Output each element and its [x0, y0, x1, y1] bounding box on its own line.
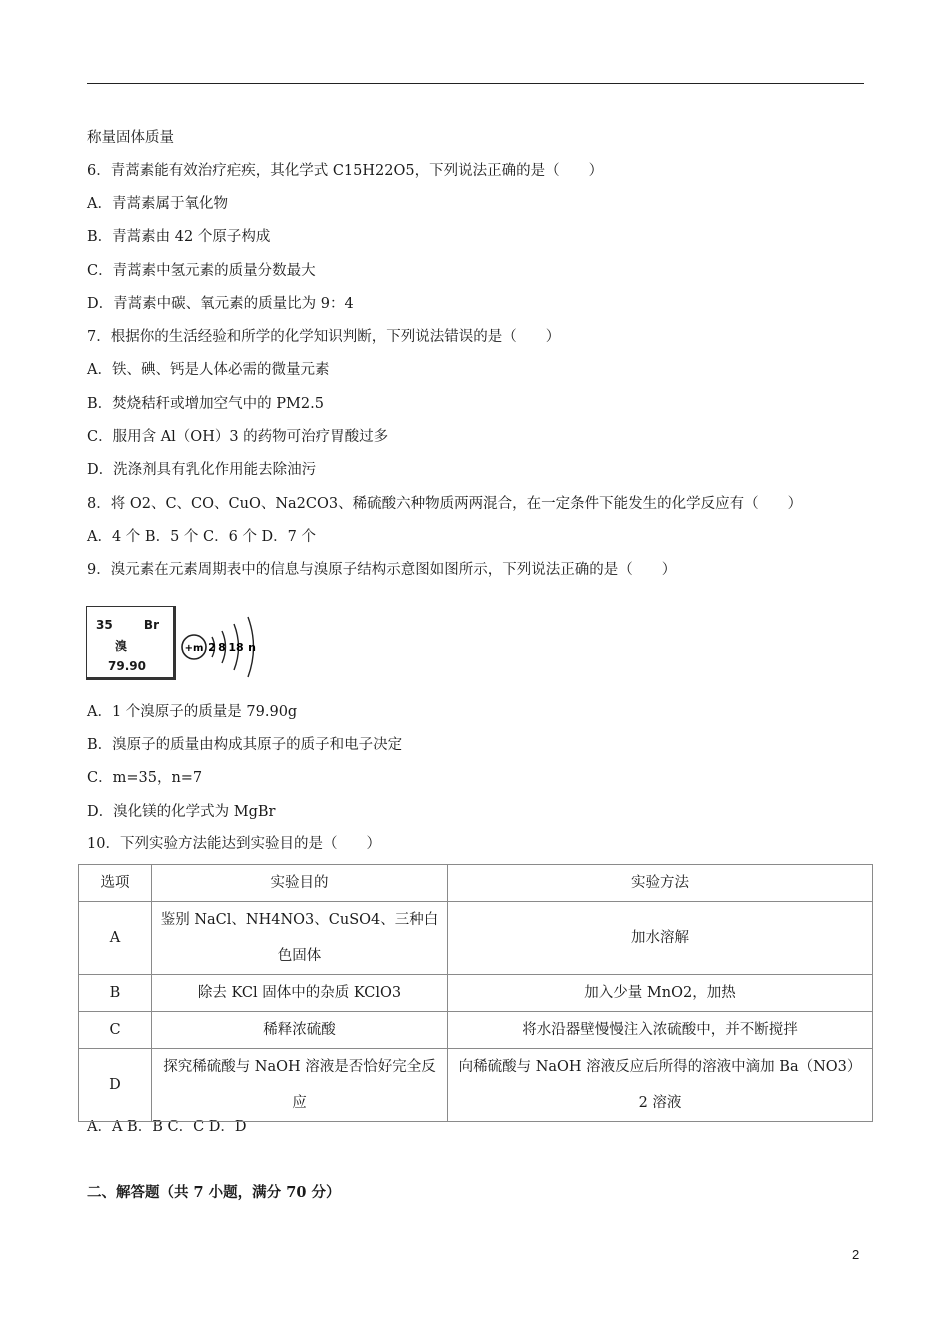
table-row	[79, 1049, 873, 1122]
text-line	[87, 460, 316, 480]
text-line	[87, 834, 381, 854]
text-line-content: 10．下列实验方法能达到实验目的是（ ）	[87, 836, 381, 852]
text-line-content: A．青蒿素属于氧化物	[87, 196, 228, 212]
header-rule	[87, 83, 864, 84]
text-line-content: C．青蒿素中氢元素的质量分数最大	[87, 263, 316, 279]
row-method: 向稀硫酸与 NaOH 溶液反应后所得的溶液中滴加 Ba（NO3）2 溶液	[448, 1049, 873, 1122]
text-line	[87, 194, 228, 214]
nucleus-label: +m	[184, 643, 204, 654]
row-option: C	[79, 1012, 152, 1049]
text-line-content: B．青蒿素由 42 个原子构成	[87, 229, 271, 245]
row-purpose: 除去 KCl 固体中的杂质 KClO3	[152, 975, 448, 1012]
text-line-content: D．溴化镁的化学式为 MgBr	[87, 804, 276, 820]
row-method: 加入少量 MnO2，加热	[448, 975, 873, 1012]
text-line	[87, 360, 329, 380]
experiment-table	[78, 864, 873, 1122]
text-line-content: A．铁、碘、钙是人体必需的微量元素	[87, 362, 330, 378]
text-line	[87, 702, 297, 722]
text-line	[87, 161, 603, 181]
text-line	[87, 427, 388, 447]
shell-count-2: 8	[218, 641, 226, 654]
shell-count-3: 18	[228, 641, 244, 654]
table-header-row	[79, 865, 873, 902]
table-row	[79, 902, 873, 975]
periodic-table-card	[86, 606, 176, 680]
row-purpose: 探究稀硫酸与 NaOH 溶液是否恰好完全反应	[152, 1049, 448, 1122]
bromine-figure	[86, 600, 266, 686]
text-line	[87, 327, 560, 347]
text-line-content: B．溴原子的质量由构成其原子的质子和电子决定	[87, 737, 403, 753]
header-option: 选项	[79, 865, 152, 902]
section-heading	[87, 1183, 340, 1203]
text-line-content: D．青蒿素中碳、氧元素的质量比为 9：4	[87, 296, 354, 312]
text-line-content: 7．根据你的生活经验和所学的化学知识判断，下列说法错误的是（ ）	[87, 329, 561, 345]
text-line-content: C．m=35，n=7	[87, 770, 203, 786]
text-line	[87, 560, 676, 580]
text-line-content: B．焚烧秸秆或增加空气中的 PM2.5	[87, 396, 324, 412]
text-line	[87, 261, 316, 281]
text-line	[87, 394, 324, 414]
element-name: 溴	[115, 639, 128, 653]
text-line-content: 6．青蒿素能有效治疗疟疾，其化学式 C15H22O5，下列说法正确的是（ ）	[87, 163, 604, 179]
atomic-number: 35	[96, 618, 113, 632]
row-option: A	[79, 902, 152, 975]
text-line-content: A．A B．B C．C D．D	[87, 1119, 247, 1135]
text-line-content: A．1 个溴原子的质量是 79.90g	[87, 704, 298, 720]
text-line-content: 二、解答题（共 7 小题，满分 70 分）	[87, 1184, 341, 1201]
header-method: 实验方法	[448, 865, 873, 902]
text-line	[87, 768, 202, 788]
text-line	[87, 735, 402, 755]
text-line	[87, 527, 316, 547]
text-line	[87, 294, 354, 314]
shell-count-1: 2	[208, 641, 216, 654]
row-purpose: 稀释浓硫酸	[152, 1012, 448, 1049]
text-line	[87, 494, 802, 514]
atomic-mass: 79.90	[108, 659, 146, 673]
text-line-content: D．洗涤剂具有乳化作用能去除油污	[87, 462, 317, 478]
header-purpose: 实验目的	[152, 865, 448, 902]
row-option: D	[79, 1049, 152, 1122]
text-line-content: 9．溴元素在元素周期表中的信息与溴原子结构示意图如图所示，下列说法正确的是（ ）	[87, 562, 677, 578]
page-number: 2	[852, 1247, 860, 1262]
row-purpose: 鉴别 NaCl、NH4NO3、CuSO4、三种白色固体	[152, 902, 448, 975]
text-line	[87, 802, 275, 822]
atom-structure-diagram	[178, 600, 264, 686]
text-line-content: 称量固体质量	[87, 130, 174, 146]
text-line	[87, 227, 270, 247]
text-line-content: A．4 个 B．5 个 C．6 个 D．7 个	[87, 529, 317, 545]
row-option: B	[79, 975, 152, 1012]
table-row	[79, 975, 873, 1012]
table-row	[79, 1012, 873, 1049]
shell-count-4: n	[248, 641, 256, 654]
text-line-content: C．服用含 Al（OH）3 的药物可治疗胃酸过多	[87, 429, 389, 445]
row-method: 加水溶解	[448, 902, 873, 975]
element-symbol: Br	[143, 618, 159, 632]
row-method: 将水沿器壁慢慢注入浓硫酸中，并不断搅拌	[448, 1012, 873, 1049]
text-line	[87, 128, 174, 148]
text-line-content: 8．将 O2、C、CO、CuO、Na2CO3、稀硫酸六种物质两两混合，在一定条件下能发生的化学反应有（ ）	[87, 496, 803, 512]
